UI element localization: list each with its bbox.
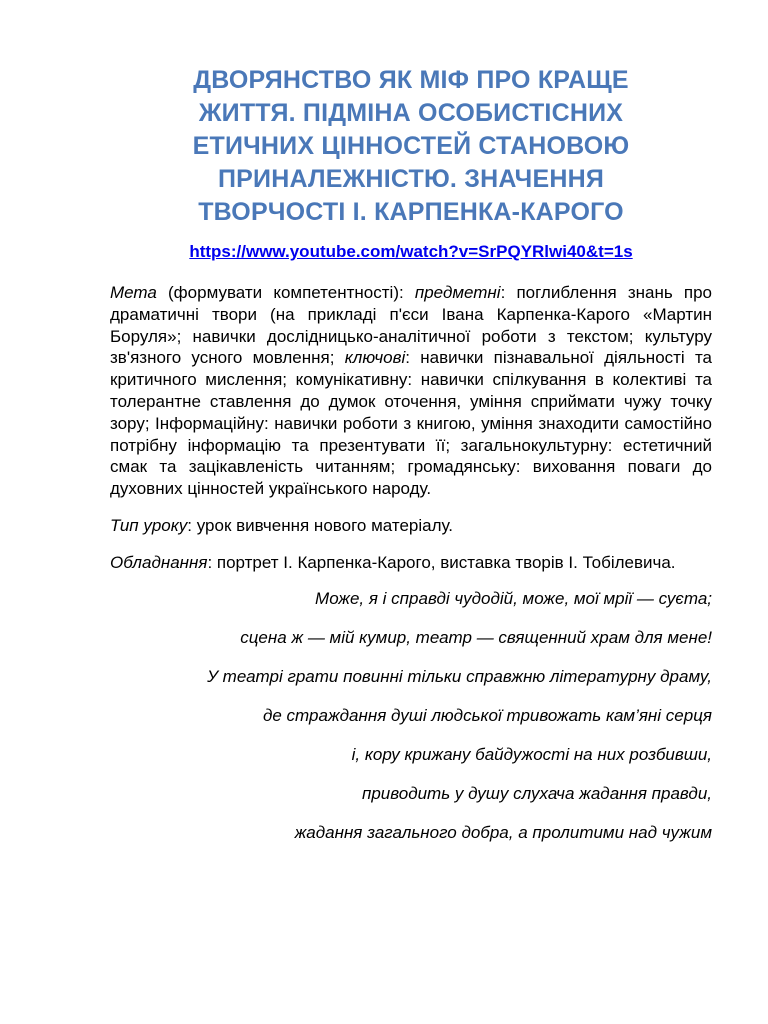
video-link[interactable]: https://www.youtube.com/watch?v=SrPQYRlwi40&t=1s xyxy=(189,242,633,261)
epigraph-line: де страждання душі людської тривожать кам’яні серця xyxy=(262,705,712,725)
goal-paragraph xyxy=(110,282,712,500)
title-line: ПРИНАЛЕЖНІСТЮ. ЗНАЧЕННЯ xyxy=(218,165,604,193)
lesson-type-label: Тип уроку xyxy=(110,515,188,535)
title-line: ТВОРЧОСТІ І. КАРПЕНКА-КАРОГО xyxy=(198,198,624,226)
epigraph xyxy=(110,587,712,844)
title-line: ЕТИЧНИХ ЦІННОСТЕЙ СТАНОВОЮ xyxy=(192,132,630,160)
goal-text-2: : поглиблення знань про драматичні твори (на прикладі п'єси Івана Карпенка-Карого «Мартин Боруля»; навички дослідницько-аналітичної роботи з текстом; культуру зв'язного усного мовлення; xyxy=(110,283,712,368)
epigraph-line: У театрі грати повинні тільки справжню літературну драму, xyxy=(207,666,712,686)
epigraph-line: сцена ж — мій кумир, театр — священний храм для мене! xyxy=(240,627,712,647)
equipment-paragraph xyxy=(110,552,712,574)
goal-text-3: : навички пізнавальної діяльності та критичного мислення; комунікативну: навички спілкування в колективі та толерантне ставлення до думок оточення, уміння сприймати чужу точку зору; Інформаційну: навички роботи з книгою, уміння знаходити самостійно потрібну інформацію та презентувати її; загальнокультурну: естетичний смак та зацікавленість читанням; громадянську: виховання поваги до духовних цінностей українського народу. xyxy=(110,348,712,499)
lesson-type-paragraph xyxy=(110,515,712,537)
key-label: ключові xyxy=(344,348,406,368)
epigraph-line: приводить у душу слухача жадання правди, xyxy=(361,783,712,803)
epigraph-line: і, кору крижану байдужості на них розбивши, xyxy=(351,744,712,764)
goal-text-1: (формувати компетентності): xyxy=(156,283,415,302)
epigraph-line: жадання загального добра, а пролитими над чужим xyxy=(294,822,712,842)
page-title xyxy=(110,64,712,229)
title-line: ДВОРЯНСТВО ЯК МІФ ПРО КРАЩЕ xyxy=(193,66,629,94)
lesson-type-text: : урок вивчення нового матеріалу. xyxy=(187,515,454,535)
equipment-label: Обладнання xyxy=(110,552,208,572)
subject-label: предметні xyxy=(414,283,501,302)
title-line: ЖИТТЯ. ПІДМІНА ОСОБИСТІСНИХ xyxy=(198,99,624,127)
epigraph-line: Може, я і справді чудодій, може, мої мрії — суєта; xyxy=(315,588,712,608)
goal-label: Мета xyxy=(110,283,157,302)
equipment-text: : портрет І. Карпенка-Карого, виставка творів І. Тобілевича. xyxy=(207,552,676,572)
